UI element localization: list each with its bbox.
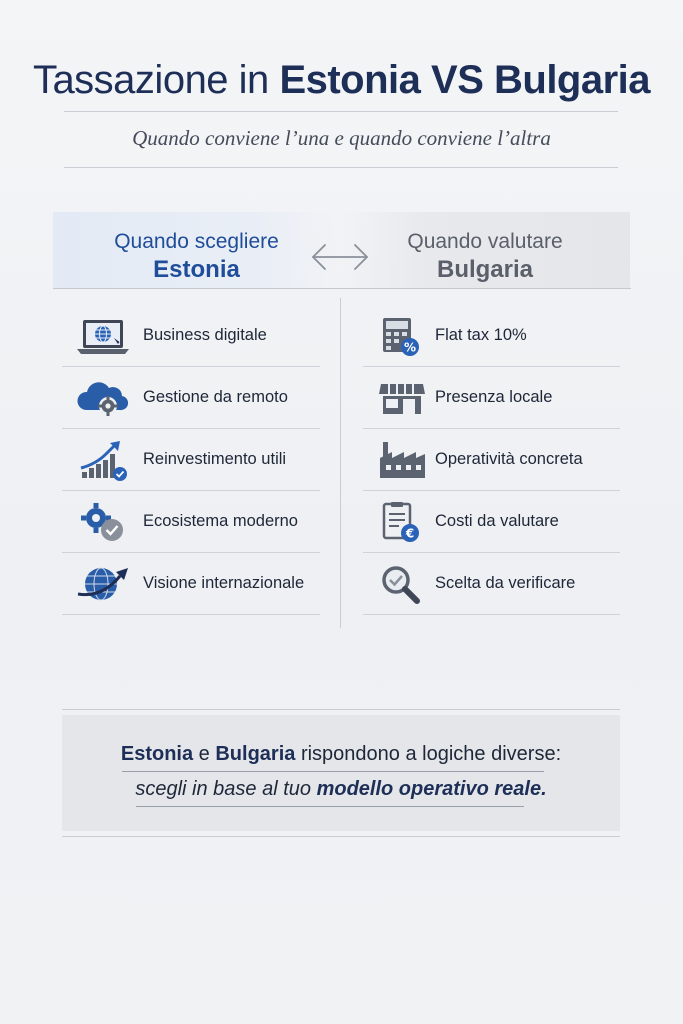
estonia-header-line1: Quando scegliere [114,230,279,253]
list-item-label: Business digitale [143,326,267,344]
bulgaria-header-line2: Bulgaria [436,256,534,283]
list-item-label: Reinvestimento utili [143,450,287,468]
list-item [363,367,620,429]
page-title [0,58,683,103]
list-item-label: Operatività concreta [435,450,583,468]
gears-check-icon [74,500,132,544]
summary-line1-underline [122,771,544,772]
summary-line2 [62,778,620,801]
factory-icon [377,438,427,482]
list-item-label: Gestione da remoto [143,388,288,406]
title-divider [64,111,618,112]
summary-top-divider [62,709,620,710]
list-item-label: Ecosistema moderno [143,512,298,530]
storefront-icon [377,376,427,420]
list-item-label: Presenza locale [435,388,553,406]
magnifier-check-icon [377,562,427,606]
title-light: Tassazione in [32,58,269,102]
growth-chart-icon [74,438,132,482]
cloud-gear-icon [74,376,132,420]
bulgaria-list [363,305,620,615]
summary-line2-underline [136,806,524,807]
list-item [62,305,320,367]
double-arrow-icon [309,240,371,274]
list-item [363,491,620,553]
list-item-label: Scelta da verificare [435,574,576,592]
summary-line2-bold: modello operativo reale. [316,778,547,800]
list-item-label: Visione internazionale [143,574,305,592]
summary-line2-start: scegli in base al tuo [135,778,312,800]
list-item [363,553,620,615]
page-subtitle: Quando conviene l’una e quando conviene l’altra [132,126,551,150]
bulgaria-header-line1: Quando valutare [407,230,563,253]
svg-text:%: % [403,340,417,355]
bulgaria-header [340,212,630,288]
list-item [363,305,620,367]
summary-box [62,715,620,831]
header-divider [53,288,631,289]
summary-bulgaria: Bulgaria [215,743,296,765]
list-item [62,367,320,429]
estonia-header [53,212,340,288]
summary-estonia: Estonia [120,743,194,765]
list-item [62,553,320,615]
svg-text:€: € [405,526,415,541]
subtitle-divider [64,167,618,168]
summary-and: e [198,743,210,765]
list-item [363,429,620,491]
title-bold: Estonia VS Bulgaria [279,58,651,102]
summary-line1 [62,743,620,766]
laptop-globe-icon [74,314,132,358]
calculator-percent-icon [377,314,427,358]
document-euro-icon [377,500,427,544]
list-item-label: Costi da valutare [435,512,559,530]
list-item [62,429,320,491]
estonia-list [62,305,320,615]
list-item [62,491,320,553]
estonia-header-line2: Estonia [153,256,240,283]
column-divider [340,298,341,628]
globe-arrow-icon [74,562,132,606]
summary-line1-rest: rispondono a logiche diverse: [300,743,562,765]
summary-bottom-divider [62,836,620,837]
list-item-label: Flat tax 10% [435,326,527,344]
